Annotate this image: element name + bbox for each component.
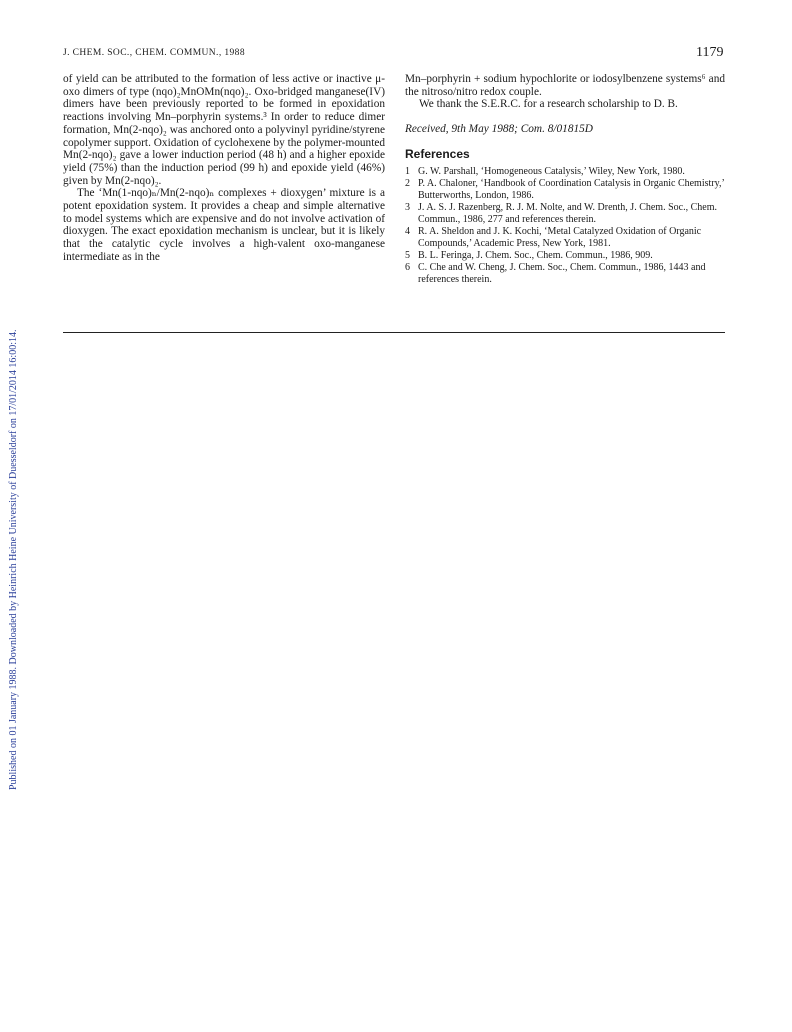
references-heading: References [405, 146, 470, 161]
body-paragraph: of yield can be attributed to the formation of less active or inactive μ-oxo dimers of type (nqo)₂MnOMn(nqo)₂. Oxo-bridged manganese(IV) dimers have been previously reported to be formed in epoxidation reactions involving Mn–porphyrin systems.³ In order to reduce dimer formation, Mn(2-nqo)₂ was anchored onto a polyvinyl pyridine/styrene copolymer support. Oxidation of cyclohexene by the polymer-mounted Mn(2-nqo)₂ gave a lower induction period (48 h) and a higher epoxide yield (75%) than the induction period (99 h) and epoxide yield (46%) given by Mn(2-nqo)₂. [63, 73, 385, 187]
reference-number: 3 [405, 201, 410, 213]
reference-item [405, 202, 725, 226]
reference-number: 1 [405, 165, 410, 177]
reference-item [405, 226, 725, 250]
reference-number: 6 [405, 261, 410, 273]
reference-list [405, 166, 725, 286]
left-column [63, 73, 385, 264]
running-head: J. CHEM. SOC., CHEM. COMMUN., 1988 [63, 48, 245, 58]
reference-text: B. L. Feringa, J. Chem. Soc., Chem. Commun., 1986, 909. [418, 249, 653, 261]
reference-number: 5 [405, 249, 410, 261]
page-divider-rule [63, 332, 725, 333]
body-paragraph: Mn–porphyrin + sodium hypochlorite or iodosylbenzene systems⁶ and the nitroso/nitro redox couple. [405, 73, 725, 98]
reference-number: 4 [405, 225, 410, 237]
reference-text: C. Che and W. Cheng, J. Chem. Soc., Chem. Commun., 1986, 1443 and references therein. [418, 261, 706, 285]
reference-text: J. A. S. J. Razenberg, R. J. M. Nolte, and W. Drenth, J. Chem. Soc., Chem. Commun., 1986, 277 and references therein. [418, 201, 717, 225]
reference-text: G. W. Parshall, ‘Homogeneous Catalysis,’ Wiley, New York, 1980. [418, 165, 685, 177]
reference-item [405, 166, 725, 178]
reference-item [405, 178, 725, 202]
reference-item [405, 250, 725, 262]
received-line: Received, 9th May 1988; Com. 8/01815D [405, 123, 593, 136]
reference-text: P. A. Chaloner, ‘Handbook of Coordination Catalysis in Organic Chemistry,’ Butterworths, London, 1986. [418, 177, 725, 201]
right-column [405, 73, 725, 286]
acknowledgement: We thank the S.E.R.C. for a research scholarship to D. B. [419, 98, 678, 111]
reference-number: 2 [405, 177, 410, 189]
reference-text: R. A. Sheldon and J. K. Kochi, ‘Metal Catalyzed Oxidation of Organic Compounds,’ Academic Press, New York, 1981. [418, 225, 702, 249]
reference-item [405, 262, 725, 286]
page-number: 1179 [696, 45, 724, 60]
body-paragraph: The ‘Mn(1-nqo)ₙ/Mn(2-nqo)ₙ complexes + dioxygen’ mixture is a potent epoxidation system. It provides a cheap and simple alternative to model systems which are expensive and do not involve activation of dioxygen. The exact epoxidation mechanism is unclear, but it is likely that the catalytic cycle involves a high-valent oxo-manganese intermediate as in the [63, 187, 385, 263]
download-watermark: Published on 01 January 1988. Downloaded by Heinrich Heine University of Duesseldorf on 17/01/2014 16:00:14. [8, 329, 19, 790]
